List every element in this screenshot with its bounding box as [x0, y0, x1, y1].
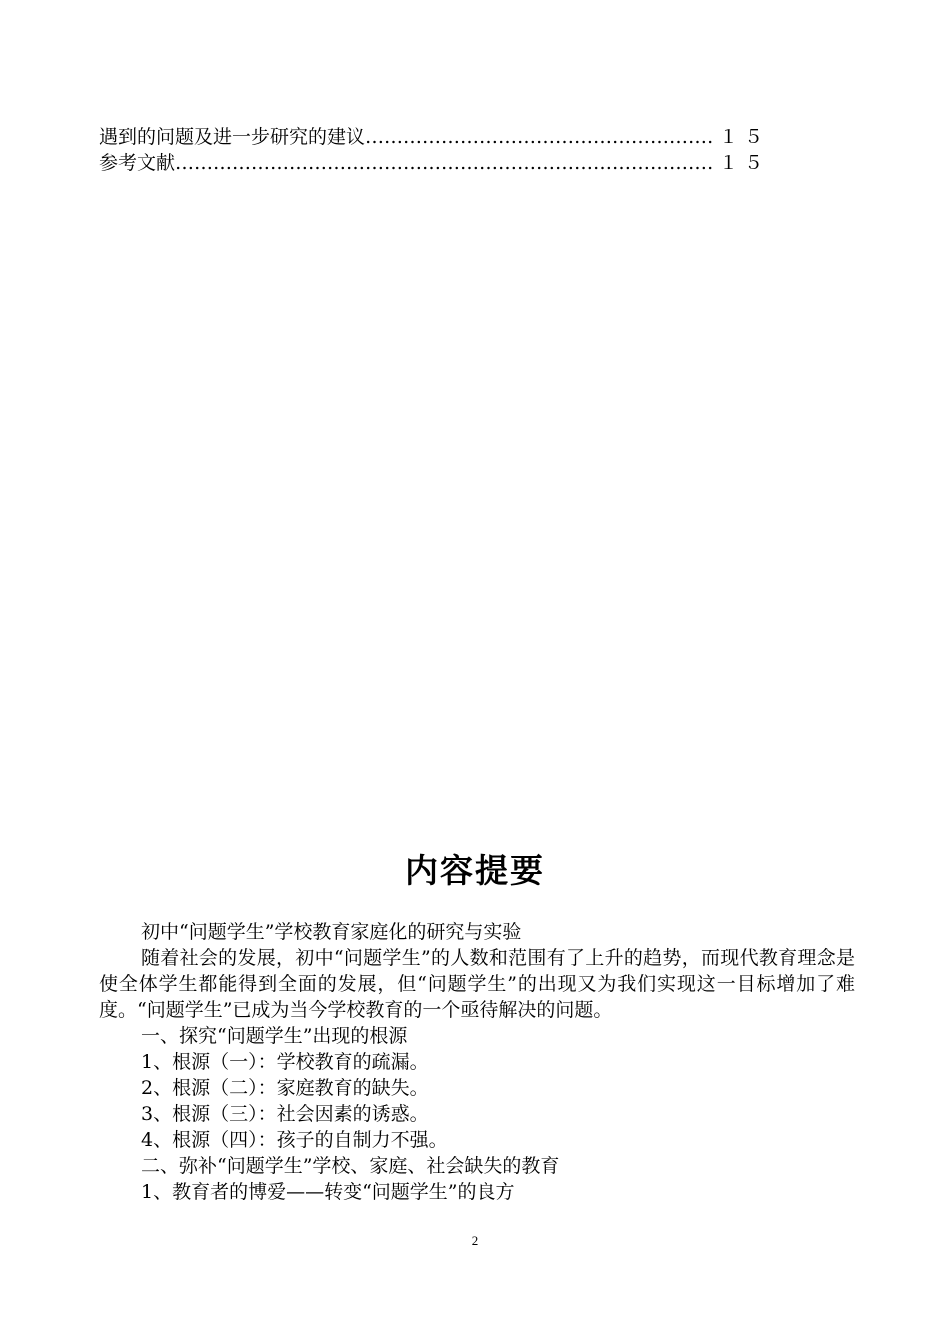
abstract-paragraph: 3、根源（三）：社会因素的诱惑。: [141, 1103, 429, 1125]
table-of-contents: [99, 124, 769, 176]
abstract-paragraph: 2、根源（二）：家庭教育的缺失。: [141, 1077, 429, 1099]
toc-entry-title: 遇到的问题及进一步研究的建议: [99, 126, 366, 148]
abstract-paragraph: 初中“问题学生”学校教育家庭化的研究与实验: [141, 921, 522, 943]
toc-dot-leader: [365, 124, 715, 150]
abstract-body: [99, 919, 855, 1205]
toc-entry-page: １５: [718, 126, 769, 148]
abstract-paragraph: 1、教育者的博爱——转变“问题学生”的良方: [141, 1181, 515, 1203]
toc-dot-leader: [175, 150, 715, 176]
page-number: 2: [471, 1233, 479, 1248]
abstract-heading: 内容提要: [405, 851, 545, 890]
abstract-paragraph: 1、根源（一）：学校教育的疏漏。: [141, 1051, 429, 1073]
toc-entry: [99, 150, 769, 176]
toc-entry-page: １５: [718, 152, 769, 174]
abstract-paragraph: 随着社会的发展，初中“问题学生”的人数和范围有了上升的趋势，而现代教育理念是使全体学生都能得到全面的发展，但“问题学生”的出现又为我们实现这一目标增加了难度。“问题学生”已成为当今学校教育的一个亟待解决的问题。: [99, 947, 855, 1021]
abstract-paragraph: 4、根源（四）：孩子的自制力不强。: [141, 1129, 448, 1151]
toc-entry-title: 参考文献: [99, 152, 176, 174]
abstract-paragraph: 二、弥补“问题学生”学校、家庭、社会缺失的教育: [141, 1155, 560, 1177]
toc-entry: [99, 124, 769, 150]
abstract-paragraph: 一、探究“问题学生”出现的根源: [141, 1025, 408, 1047]
